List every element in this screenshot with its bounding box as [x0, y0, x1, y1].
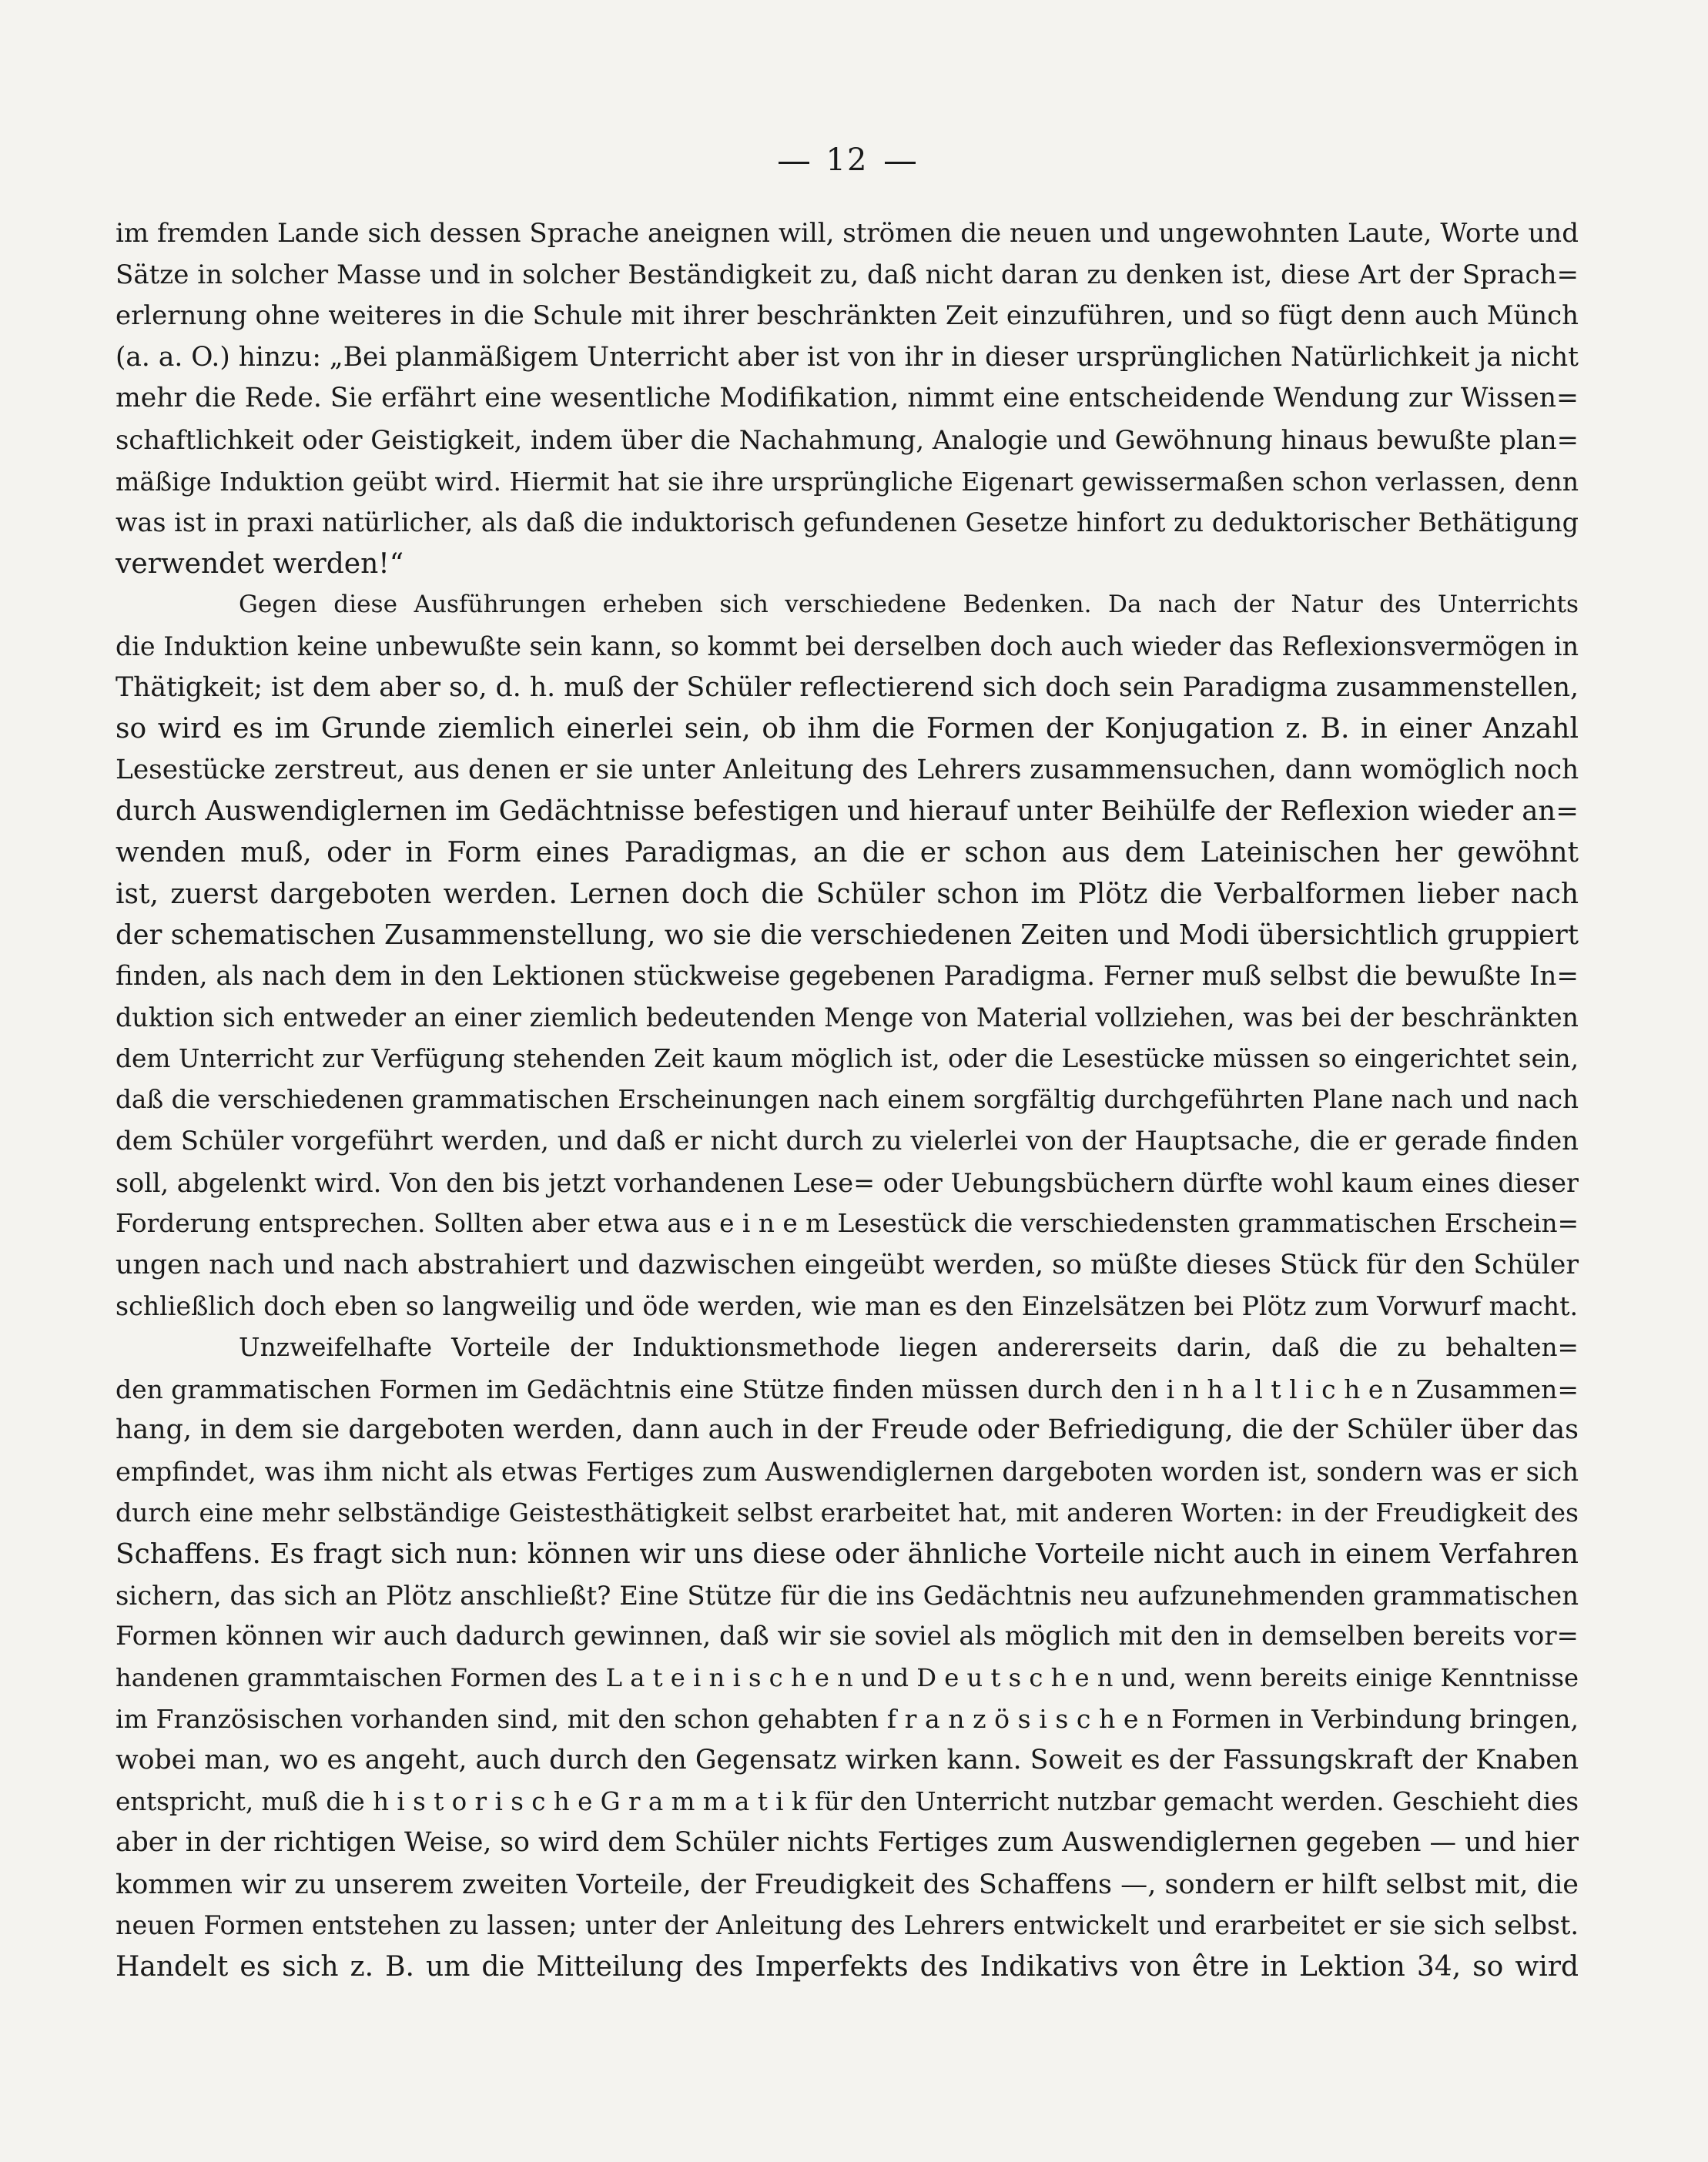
text-line: empfindet, was ihm nicht als etwas Fertiges zum Auswendiglernen dargeboten worden ist, sondern was er sich [116, 1456, 1579, 1487]
text-line: Lesestücke zerstreut, aus denen er sie unter Anleitung des Lehrers zusammensuchen, dann womöglich noch [116, 754, 1579, 785]
text-line: handenen grammtaischen Formen des L a t e i n i s c h e n und D e u t s c h e n und, wenn bereits einige Kenntnisse [116, 1662, 1579, 1692]
text-line: entspricht, muß die h i s t o r i s c h e G r a m m a t i k für den Unterricht nutzbar gemacht werden. Geschieht dies [116, 1786, 1579, 1816]
text-line: Gegen diese Ausführungen erheben sich verschiedene Bedenken. Da nach der Natur des Unterrichts [239, 591, 1579, 619]
text-line: daß die verschiedenen grammatischen Erscheinungen nach einem sorgfältig durchgeführten Plane nach und nach [116, 1085, 1579, 1115]
text-line: Unzweifelhafte Vorteile der Induktionsmethode liegen andererseits darin, daß die zu behalten= [239, 1333, 1579, 1363]
text-line: dem Schüler vorgeführt werden, und daß er nicht durch zu vielerlei von der Hauptsache, die er gerade finden [116, 1126, 1579, 1157]
text-line: durch eine mehr selbständige Geistesthätigkeit selbst erarbeitet hat, mit anderen Worten: in der Freudigkeit des [116, 1498, 1579, 1528]
text-line: Schaffens. Es fragt sich nun: können wir uns diese oder ähnliche Vorteile nicht auch in einem Verfahren [116, 1538, 1579, 1570]
text-line: wobei man, wo es angeht, auch durch den Gegensatz wirken kann. Soweit es der Fassungskraft der Knaben [116, 1744, 1579, 1775]
text-line: die Induktion keine unbewußte sein kann, so kommt bei derselben doch auch wieder das Reflexionsvermögen in [116, 631, 1579, 661]
text-line: ungen nach und nach abstrahiert und dazwischen eingeübt werden, so müßte dieses Stück für den Schüler [116, 1249, 1579, 1280]
text-line: duktion sich entweder an einer ziemlich bedeutenden Menge von Material vollziehen, was bei der beschränkten [116, 1002, 1579, 1033]
text-line: erlernung ohne weiteres in die Schule mit ihrer beschränkten Zeit einzuführen, und so fügt denn auch Münch [116, 301, 1579, 332]
text-line: dem Unterricht zur Verfügung stehenden Zeit kaum möglich ist, oder die Lesestücke müssen so eingerichtet sein, [116, 1043, 1579, 1073]
paragraph-1 [116, 213, 1579, 584]
paragraph-2 [116, 584, 1579, 1327]
text-line: den grammatischen Formen im Gedächtnis eine Stütze finden müssen durch den i n h a l t l i c h e n Zusammen= [116, 1374, 1579, 1404]
text-line: wenden muß, oder in Form eines Paradigmas, an die er schon aus dem Lateinischen her gewöhnt [116, 836, 1579, 868]
text-line: schaftlichkeit oder Geistigkeit, indem über die Nachahmung, Analogie und Gewöhnung hinaus bewußte plan= [116, 424, 1579, 455]
text-line: (a. a. O.) hinzu: „Bei planmäßigem Unterricht aber ist von ihr in dieser ursprünglichen Natürlichkeit ja nicht [116, 341, 1579, 373]
text-line: schließlich doch eben so langweilig und öde werden, wie man es den Einzelsätzen bei Plötz zum Vorwurf macht. [116, 1291, 1579, 1322]
text-line: der schematischen Zusammenstellung, wo sie die verschiedenen Zeiten und Modi übersichtlich gruppiert [116, 919, 1579, 952]
text-line: im fremden Lande sich dessen Sprache aneignen will, strömen die neuen und ungewohnten Laute, Worte und [116, 218, 1579, 249]
text-line: ist, zuerst dargeboten werden. Lernen doch die Schüler schon im Plötz die Verbalformen lieber nach [116, 878, 1579, 910]
body-text [116, 213, 1579, 1988]
text-line: neuen Formen entstehen zu lassen; unter der Anleitung des Lehrers entwickelt und erarbeitet er sie sich selbst. [116, 1910, 1579, 1941]
document-page [116, 0, 1579, 2162]
text-line: soll, abgelenkt wird. Von den bis jetzt vorhandenen Lese= oder Uebungsbüchern dürfte wohl kaum eines dieser [116, 1167, 1579, 1198]
paragraph-3 [116, 1327, 1579, 1988]
text-line: kommen wir zu unserem zweiten Vorteile, der Freudigkeit des Schaffens —, sondern er hilft selbst mit, die [116, 1868, 1579, 1900]
text-line: mäßige Induktion geübt wird. Hiermit hat sie ihre ursprüngliche Eigenart gewissermaßen schon verlassen, denn [116, 466, 1579, 497]
text-line: hang, in dem sie dargeboten werden, dann auch in der Freude oder Befriedigung, die der Schüler über das [116, 1414, 1579, 1446]
text-line: verwendet werden!“ [116, 547, 404, 580]
text-line: Sätze in solcher Masse und in solcher Beständigkeit zu, daß nicht daran zu denken ist, diese Art der Sprach= [116, 259, 1579, 290]
text-line: Formen können wir auch dadurch gewinnen, daß wir sie soviel als möglich mit den in demselben bereits vor= [116, 1621, 1579, 1652]
text-line: was ist in praxi natürlicher, als daß die induktorisch gefundenen Gesetze hinfort zu deduktorischer Bethätigung [116, 507, 1579, 538]
text-line: finden, als nach dem in den Lektionen stückweise gegebenen Paradigma. Ferner muß selbst die bewußte In= [116, 960, 1579, 992]
text-line: im Französischen vorhanden sind, mit den schon gehabten f r a n z ö s i s c h e n Formen in Verbindung bringen, [116, 1704, 1579, 1735]
text-line: aber in der richtigen Weise, so wird dem Schüler nichts Fertiges zum Auswendiglernen gegeben — und hier [116, 1827, 1579, 1859]
header-dash-right [885, 162, 916, 164]
text-line: so wird es im Grunde ziemlich einerlei sein, ob ihm die Formen der Konjugation z. B. in einer Anzahl [116, 713, 1579, 745]
text-line: mehr die Rede. Sie erfährt eine wesentliche Modifikation, nimmt eine entscheidende Wendung zur Wissen= [116, 383, 1579, 414]
text-line: sichern, das sich an Plötz anschließt? Eine Stütze für die ins Gedächtnis neu aufzunehmenden grammatischen [116, 1580, 1579, 1611]
page-number: 12 [826, 142, 869, 178]
text-line: Handelt es sich z. B. um die Mitteilung des Imperfekts des Indikativs von être in Lektion 34, so wird [116, 1950, 1579, 1983]
text-line: Thätigkeit; ist dem aber so, d. h. muß der Schüler reflectierend sich doch sein Paradigma zusammenstellen, [116, 671, 1579, 703]
header-dash-left [779, 162, 809, 164]
text-line: Forderung entsprechen. Sollten aber etwa aus e i n e m Lesestück die verschiedensten grammatischen Erschein= [116, 1209, 1579, 1239]
page-header [116, 142, 1579, 178]
text-line: durch Auswendiglernen im Gedächtnisse befestigen und hierauf unter Beihülfe der Reflexion wieder an= [116, 795, 1579, 828]
